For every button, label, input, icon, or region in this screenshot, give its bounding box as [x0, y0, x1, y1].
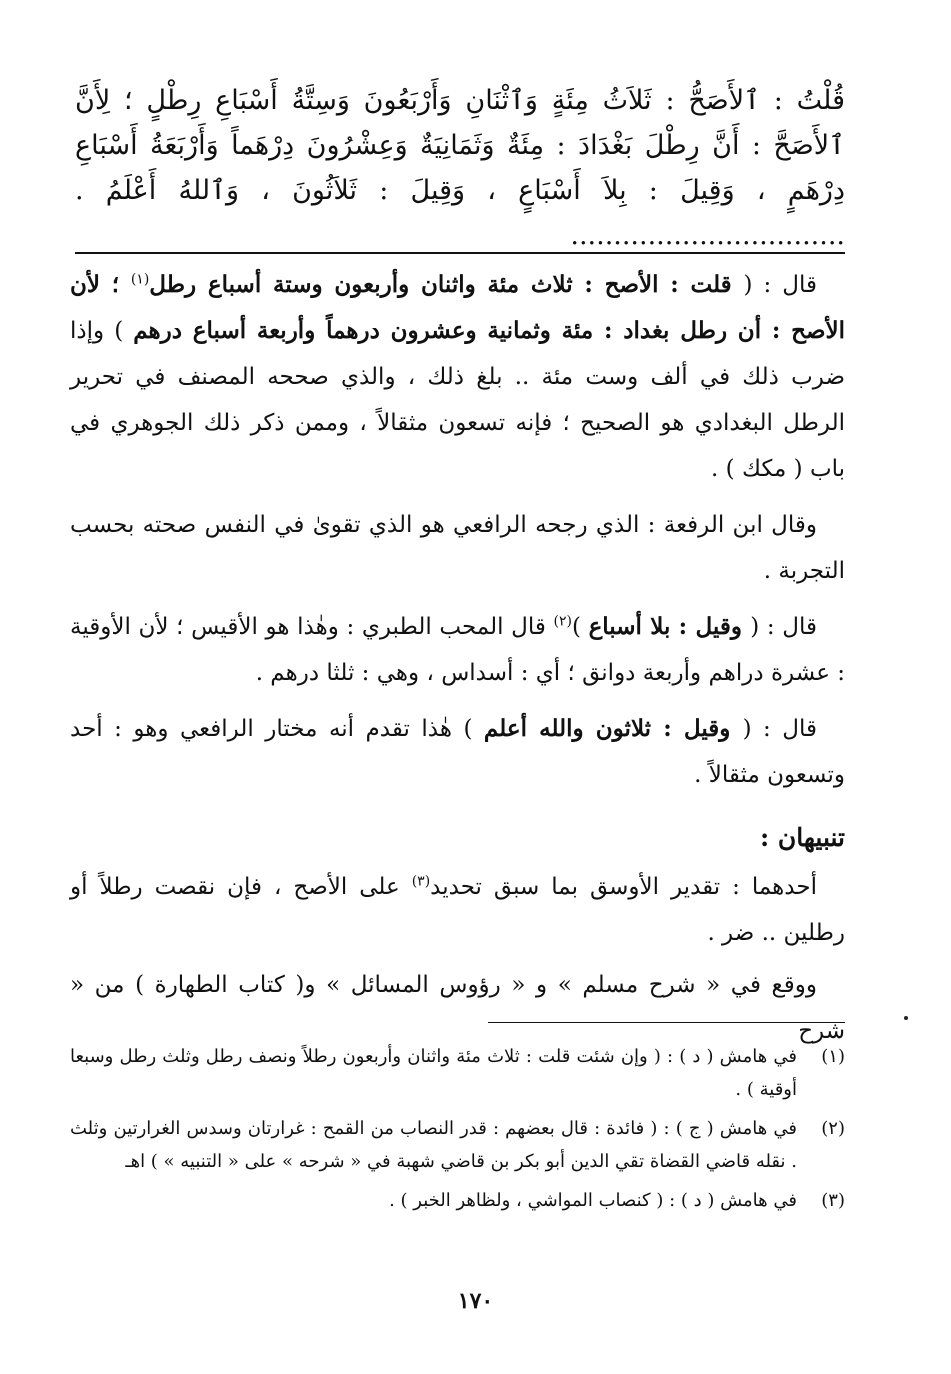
quoted-matn: وقيل : بلا أسباع: [588, 613, 751, 640]
footnote-ref-2[interactable]: (٢): [553, 613, 572, 630]
footnote-text: في هامش ( ج ) : ( فائدة : قال بعضهم : قدر النصاب من القمح : غرارتان وسدس الغرارتين وثلث . نقله قاضي القضاة تقي الدين أبو بكر بن قاضي شهبة في « شرحه » على « التنبيه » ) اهـ: [70, 1118, 797, 1172]
margin-dot: [904, 1016, 908, 1020]
section-heading: تنبيهان :: [759, 823, 845, 852]
page-number: ١٧٠: [457, 1288, 494, 1314]
footnote-ref-1[interactable]: (١): [130, 271, 150, 288]
footnote-text: في هامش ( د ) : ( كنصاب المواشي ، ولظاهر الخبر ) .: [389, 1190, 797, 1211]
footnotes: [70, 1040, 845, 1223]
commentary: [70, 262, 845, 808]
footnote: [70, 1112, 845, 1178]
commentary-paragraph-4: قال : ( وقيل : ثلاثون والله أعلم ) هٰذا تقدم أنه مختار الرافعي وهو : أحد وتسعون مثقالاً .: [70, 715, 845, 788]
footnote: [70, 1040, 845, 1106]
notice-paragraph-2: ووقع في « شرح مسلم » و « رؤوس المسائل » و( كتاب الطهارة ) من « شرح: [70, 972, 845, 1044]
footnote-number: (٣): [821, 1190, 845, 1211]
commentary-paragraph-1: قال : ( قلت : الأصح : ثلاث مئة واثنان وأربعون وستة أسباع رطل$^{(١)}$ ؛ لأن الأصح : أن رطل بغداد : مئة وثمانية وعشرون درهماً وأربعة أسباع درهم ) وإذا ضرب ذلك في ألف وست مئة .. بلغ ذلك ، والذي صححه المصنف في تحرير الرطل البغدادي هو الصحيح ؛ فإنه تسعون مثقالاً ، وممن ذكر ذلك الجوهري في باب ( مكك ) .: [70, 271, 845, 482]
main-text-divider: [75, 252, 845, 254]
footnote-number: (٢): [821, 1118, 845, 1139]
footnote-text: في هامش ( د ) : ( وإن شئت قلت : ثلاث مئة واثنان وأربعون رطلاً ونصف رطل وثلث رطل وسبعا أوقية ) .: [70, 1046, 797, 1100]
commentary-paragraph-3: قال : ( وقيل : بلا أسباع )$^{(٢)}$ قال المحب الطبري : وهٰذا هو الأقيس ؛ لأن الأوقية : عشرة دراهم وأربعة دوانق ؛ أي : أسداس ، وهي : ثلثا درهم .: [70, 613, 845, 686]
notice-section: [70, 864, 845, 1060]
footnote: [70, 1184, 845, 1217]
footnote-ref-3[interactable]: (٣): [411, 873, 431, 890]
main-text: [75, 78, 845, 258]
quoted-matn: وقيل : ثلاثون والله أعلم: [483, 715, 743, 742]
footnote-number: (١): [821, 1046, 845, 1067]
notice-paragraph-1: أحدهما : تقدير الأوسق بما سبق تحديد$^{(٣)}$ على الأصح ، فإن نقصت رطلاً أو رطلين .. ضر .: [70, 873, 845, 946]
main-text-dots: ................................: [570, 220, 845, 251]
quoted-matn: ؛ لأن الأصح : أن رطل بغداد : مئة وثمانية وعشرون درهماً وأربعة أسباع درهم: [70, 271, 845, 344]
footnote-divider: [488, 1022, 845, 1023]
quoted-matn: قلت : الأصح : ثلاث مئة واثنان وأربعون وستة أسباع رطل: [149, 271, 744, 298]
main-text-body: قُلْتُ : ٱلأَصَحُّ : ثَلاَثُ مِئَةٍ وَٱثْنَانِ وَأَرْبَعُونَ وَسِتَّةُ أَسْبَاعِ رِطْلٍ ؛ لِأَنَّ ٱلأَصَحَّ : أَنَّ رِطْلَ بَغْدَادَ : مِئَةٌ وَثَمَانِيَةٌ وَعِشْرُونَ دِرْهَماً وَأَرْبَعَةُ أَسْبَاعِ دِرْهَمٍ ، وَقِيلَ : بِلاَ أَسْبَاعٍ ، وَقِيلَ : ثَلاَثُونَ ، وَٱللهُ أَعْلَمُ .: [75, 85, 845, 206]
commentary-paragraph-2: وقال ابن الرفعة : الذي رجحه الرافعي هو الذي تقوىٰ في النفس صحته بحسب التجربة .: [70, 512, 845, 584]
